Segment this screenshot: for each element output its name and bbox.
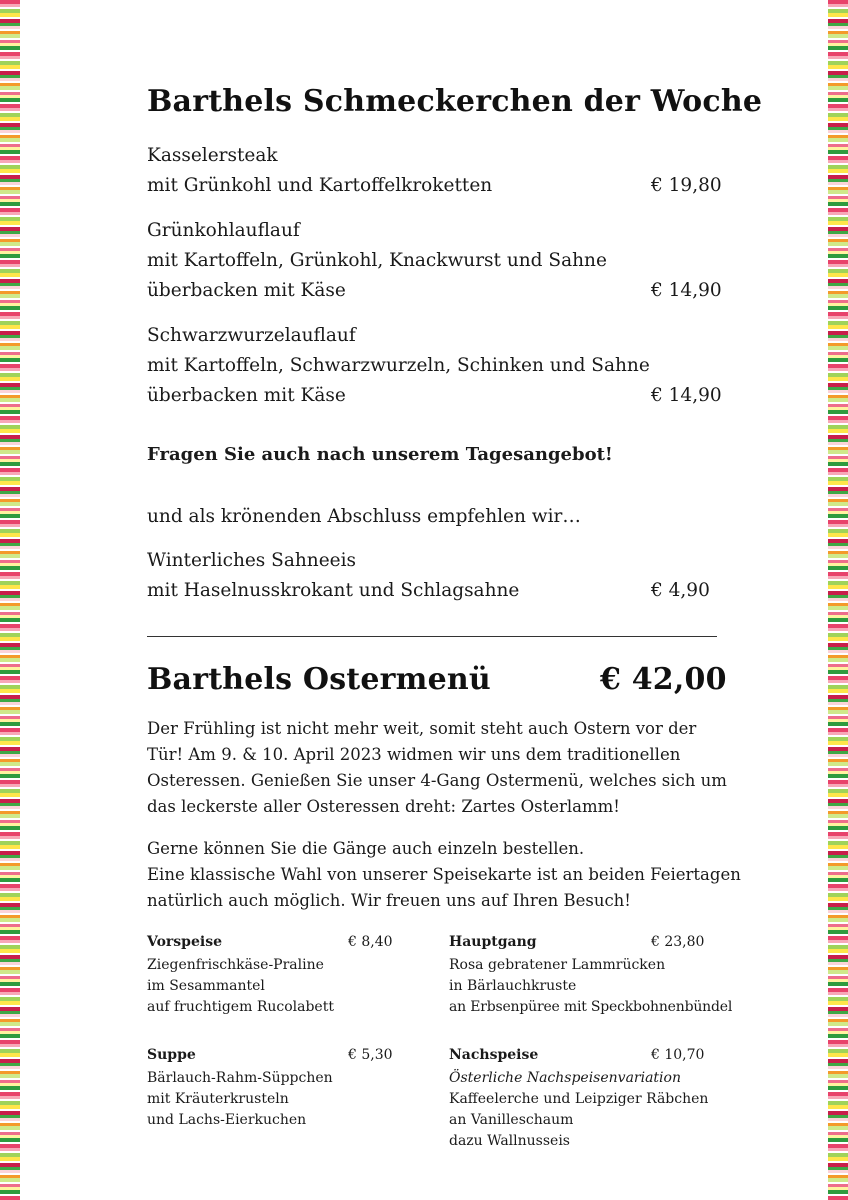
course-main-line-1: Rosa gebratener Lammrücken	[449, 957, 666, 973]
dessert-price: € 4,90	[651, 580, 710, 601]
decorative-stripe-border-left	[0, 0, 20, 1200]
easter-intro-line-2: Tür! Am 9. & 10. April 2023 widmen wir uns dem traditionellen	[147, 745, 681, 764]
course-main-line-3: an Erbsenpüree mit Speckbohnenbündel	[449, 999, 733, 1015]
course-soup-line-2: mit Kräuterkrusteln	[147, 1091, 289, 1107]
easter-intro-line-4: das leckerste aller Osteressen dreht: Zartes Osterlamm!	[147, 797, 620, 816]
course-dessert-line-1: Kaffeelerche und Leipziger Räbchen	[449, 1091, 709, 1107]
course-soup-line-3: und Lachs-Eierkuchen	[147, 1112, 307, 1128]
course-main-label: Hauptgang	[449, 934, 537, 950]
course-dessert-label: Nachspeise	[449, 1047, 539, 1063]
dish-1-description: mit Grünkohl und Kartoffelkroketten	[147, 175, 493, 196]
course-main-price: € 23,80	[651, 934, 705, 950]
course-soup-line-1: Bärlauch-Rahm-Süppchen	[147, 1070, 333, 1086]
dish-2-description: mit Kartoffeln, Grünkohl, Knackwurst und Sahne	[147, 250, 607, 271]
weekly-title: Barthels Schmeckerchen der Woche	[147, 84, 763, 119]
course-starter-label: Vorspeise	[147, 934, 222, 950]
dish-3-description: mit Kartoffeln, Schwarzwurzeln, Schinken und Sahne	[147, 355, 650, 376]
dish-3-name: Schwarzwurzelauflauf	[147, 325, 356, 346]
course-starter-line-3: auf fruchtigem Rucolabett	[147, 999, 334, 1015]
course-soup-label: Suppe	[147, 1047, 196, 1063]
dessert-name: Winterliches Sahneeis	[147, 550, 357, 571]
dish-3-price: € 14,90	[651, 385, 722, 406]
easter-note-line-2: Eine klassische Wahl von unserer Speisekarte ist an beiden Feiertagen	[147, 865, 741, 884]
dish-1-price: € 19,80	[651, 175, 722, 196]
course-dessert-italic-line: Österliche Nachspeisenvariation	[449, 1070, 681, 1086]
course-dessert-line-2: an Vanilleschaum	[449, 1112, 574, 1128]
course-dessert-line-3: dazu Wallnusseis	[449, 1133, 570, 1149]
course-starter-line-1: Ziegenfrischkäse-Praline	[147, 957, 324, 973]
course-starter-price: € 8,40	[348, 934, 393, 950]
course-main-line-2: in Bärlauchkruste	[449, 978, 577, 994]
course-dessert-price: € 10,70	[651, 1047, 705, 1063]
dish-2-description-2: überbacken mit Käse	[147, 280, 346, 301]
easter-menu-price: € 42,00	[600, 662, 727, 697]
decorative-stripe-border-right	[828, 0, 848, 1200]
dish-1-name: Kasselersteak	[147, 145, 278, 166]
dish-2-price: € 14,90	[651, 280, 722, 301]
dessert-description: mit Haselnusskrokant und Schlagsahne	[147, 580, 520, 601]
course-soup-price: € 5,30	[348, 1047, 393, 1063]
daily-offer-note: Fragen Sie auch nach unserem Tagesangebot!	[147, 444, 613, 465]
section-divider	[147, 636, 717, 637]
easter-title: Barthels Ostermenü	[147, 662, 491, 697]
easter-note-line-3: natürlich auch möglich. Wir freuen uns auf Ihren Besuch!	[147, 891, 631, 910]
easter-intro-line-1: Der Frühling ist nicht mehr weit, somit steht auch Ostern vor der	[147, 719, 697, 738]
dessert-intro: und als krönenden Abschluss empfehlen wir…	[147, 506, 581, 527]
easter-intro-line-3: Osteressen. Genießen Sie unser 4-Gang Ostermenü, welches sich um	[147, 771, 727, 790]
dish-3-description-2: überbacken mit Käse	[147, 385, 346, 406]
dish-2-name: Grünkohlauflauf	[147, 220, 300, 241]
course-starter-line-2: im Sesammantel	[147, 978, 265, 994]
easter-note-line-1: Gerne können Sie die Gänge auch einzeln bestellen.	[147, 839, 585, 858]
